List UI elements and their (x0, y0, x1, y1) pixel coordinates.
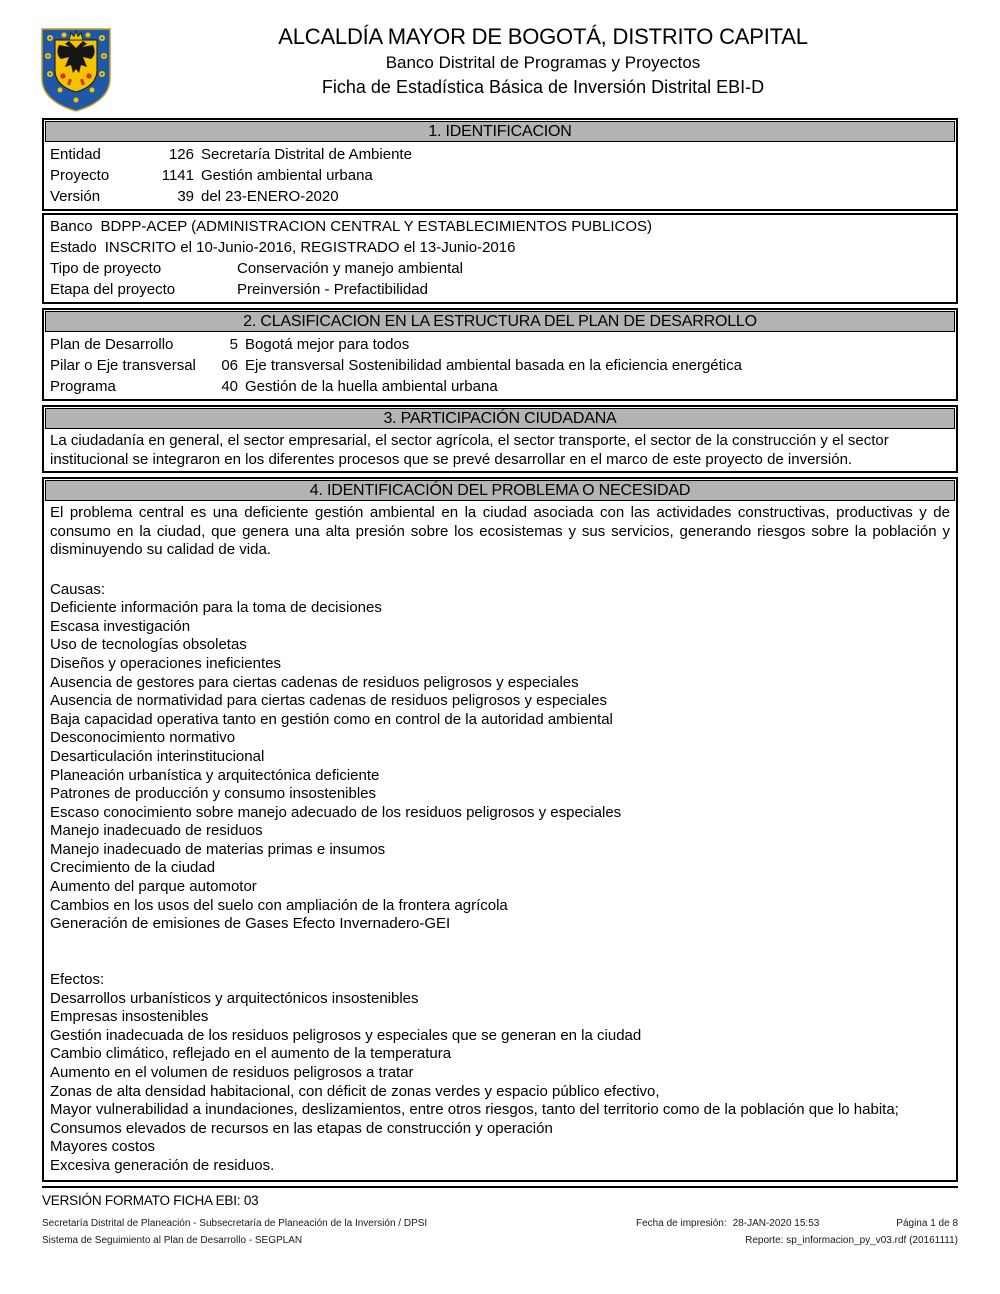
field-code: 39 (177, 188, 194, 205)
section-identificacion-detalle (42, 213, 958, 304)
field-row-etapa-proyecto (44, 279, 956, 300)
list-line: Mayor vulnerabilidad a inundaciones, deslizamientos, entre otros riesgos, tanto del territorio como de la población que lo habita; (50, 1101, 899, 1119)
list-line: Escaso conocimiento sobre manejo adecuado de los residuos peligrosos y especiales (50, 803, 622, 821)
list-line: Deficiente información para la toma de decisiones (50, 599, 382, 617)
field-label: Pilar o Eje transversal (50, 357, 196, 374)
field-value: Gestión de la huella ambiental urbana (245, 378, 498, 395)
list-line: Excesiva generación de residuos. (50, 1156, 275, 1174)
page-number: Página 1 de 8 (896, 1217, 958, 1229)
list-line: Aumento en el volumen de residuos peligrosos a tratar (50, 1064, 414, 1081)
list-line: Manejo inadecuado de residuos (50, 822, 263, 840)
footer-version-line: VERSIÓN FORMATO FICHA EBI: 03 (42, 1192, 259, 1208)
field-label: Plan de Desarrollo (50, 336, 174, 353)
list-line: Cambios en los usos del suelo con ampliación de la frontera agrícola (50, 896, 508, 914)
causas-list (44, 599, 956, 934)
field-row-estado (44, 237, 956, 258)
field-code: 5 (229, 336, 238, 353)
list-line: Escasa investigación (50, 617, 191, 635)
field-row-entidad (44, 144, 956, 165)
list-line: Patrones de producción y consumo insostenibles (50, 785, 377, 803)
list-line: Zonas de alta densidad habitacional, con déficit de zonas verdes y espacio público efectivo, (50, 1082, 660, 1100)
field-code: 40 (221, 378, 238, 395)
list-line: Planeación urbanística y arquitectónica deficiente (50, 766, 380, 784)
page-subtitle-2: Ficha de Estadística Básica de Inversión Distrital EBI-D (321, 77, 765, 97)
field-row-tipo-proyecto (44, 258, 956, 279)
section-4-header: 4. IDENTIFICACIÓN DEL PROBLEMA O NECESIDAD (45, 480, 955, 501)
field-value: Eje transversal Sostenibilidad ambiental basada en la eficiencia energética (245, 357, 742, 374)
efectos-list (44, 990, 956, 1176)
list-line: Desconocimiento normativo (50, 729, 236, 747)
footer-divider (42, 1186, 958, 1188)
section-identificacion (42, 118, 958, 211)
document-header (42, 24, 958, 116)
field-label: Estado (50, 239, 97, 256)
print-date-label: Fecha de impresión: (636, 1217, 727, 1229)
field-row-plan-desarrollo (44, 334, 956, 355)
field-value: Gestión ambiental urbana (201, 167, 373, 184)
field-label: Proyecto (50, 167, 110, 184)
problema-content (44, 502, 956, 1179)
header-titles (42, 24, 958, 99)
section-clasificacion (42, 308, 958, 401)
list-line: Ausencia de normatividad para ciertas cadenas de residuos peligrosos y especiales (50, 692, 607, 710)
list-line: Cambio climático, reflejado en el aumento de la temperatura (50, 1045, 452, 1063)
field-code: 1141 (161, 167, 194, 184)
field-row-proyecto (44, 165, 956, 186)
list-line: Gestión inadecuada de los residuos peligrosos y especiales que se generan en la ciudad (50, 1026, 642, 1044)
bogota-coat-of-arms-icon (38, 26, 114, 114)
list-line: Ausencia de gestores para ciertas cadenas de residuos peligrosos y especiales (50, 673, 579, 691)
efectos-label: Efectos: (50, 971, 105, 989)
field-value: Conservación y manejo ambiental (237, 260, 463, 277)
list-line: Desarticulación interinstitucional (50, 747, 265, 765)
list-line: Generación de emisiones de Gases Efecto Invernadero-GEI (50, 915, 451, 933)
field-row-version (44, 186, 956, 207)
field-label: Programa (50, 378, 116, 395)
list-line: Consumos elevados de recursos en las etapas de construcción y operación (50, 1119, 553, 1137)
field-label: Entidad (50, 146, 101, 163)
field-label: Tipo de proyecto (50, 260, 162, 277)
section-1-header: 1. IDENTIFICACION (45, 121, 955, 142)
field-value: Preinversión - Prefactibilidad (237, 281, 428, 298)
field-value: del 23-ENERO-2020 (201, 188, 339, 205)
field-row-pilar-eje (44, 355, 956, 376)
spacer (44, 952, 956, 971)
section-1b-rows (44, 215, 956, 302)
list-line: Empresas insostenibles (50, 1008, 209, 1026)
page-title: ALCALDÍA MAYOR DE BOGOTÁ, DISTRITO CAPITAL (278, 24, 808, 49)
list-line: Desarrollos urbanísticos y arquitectónicos insostenibles (50, 989, 419, 1007)
page-subtitle-1: Banco Distrital de Programas y Proyectos (385, 53, 701, 72)
section-2-header: 2. CLASIFICACION EN LA ESTRUCTURA DEL PLAN DE DESARROLLO (45, 311, 955, 332)
print-date-value: 28-JAN-2020 15:53 (732, 1217, 820, 1229)
field-value: INSCRITO el 10-Junio-2016, REGISTRADO el 13-Junio-2016 (104, 239, 516, 256)
footer-print-line (636, 1215, 958, 1232)
spacer (44, 562, 956, 581)
footer-left-line-1: Secretaría Distrital de Planeación - Subsecretaría de Planeación de la Inversión / DPSI (42, 1217, 428, 1229)
field-row-programa (44, 376, 956, 397)
section-2-rows (44, 333, 956, 399)
report-name: Reporte: sp_informacion_py_v03.rdf (20161111) (745, 1234, 958, 1246)
footer-left-line-2: Sistema de Seguimiento al Plan de Desarrollo - SEGPLAN (42, 1234, 303, 1246)
footer-right (636, 1215, 958, 1249)
section-1-rows (44, 143, 956, 209)
causas-label: Causas: (50, 580, 106, 598)
field-value: BDPP-ACEP (ADMINISTRACION CENTRAL Y ESTABLECIMIENTOS PUBLICOS) (100, 218, 653, 235)
field-label: Versión (50, 188, 101, 205)
participacion-paragraph: La ciudadanía en general, el sector empresarial, el sector agrícola, el sector transporte, el sector de la construcción y el sector institucional se integraron en los diferentes procesos que se prevé desarrollar en el marco de este proyecto de inversión. (50, 432, 889, 468)
list-line: Crecimiento de la ciudad (50, 859, 216, 877)
list-line: Aumento del parque automotor (50, 878, 257, 896)
section-problema (42, 477, 958, 1181)
field-label: Banco (50, 218, 93, 235)
list-line: Uso de tecnologías obsoletas (50, 636, 247, 654)
field-code: 126 (168, 146, 194, 163)
list-line: Diseños y operaciones ineficientes (50, 654, 281, 672)
list-line: Mayores costos (50, 1138, 156, 1156)
footer-left (42, 1215, 427, 1249)
field-value: Secretaría Distrital de Ambiente (201, 146, 412, 163)
section-3-header: 3. PARTICIPACIÓN CIUDADANA (45, 408, 955, 429)
footer-small-print (42, 1215, 958, 1249)
field-label: Etapa del proyecto (50, 281, 176, 298)
field-value: Bogotá mejor para todos (245, 336, 410, 353)
spacer (44, 934, 956, 953)
list-line: Manejo inadecuado de materias primas e insumos (50, 840, 386, 858)
section-participacion (42, 405, 958, 473)
list-line: Baja capacidad operativa tanto en gestión como en control de la autoridad ambiental (50, 710, 613, 728)
field-row-banco (44, 216, 956, 237)
problema-paragraph: El problema central es una deficiente gestión ambiental en la ciudad asociada con las actividades constructivas, productivas y de consumo en la ciudad, que genera una alta presión sobre los ecosistemas y sus servicios, generando riesgos sobre la población y disminuyendo su calidad de vida. (50, 504, 950, 559)
field-code: 06 (221, 357, 238, 374)
